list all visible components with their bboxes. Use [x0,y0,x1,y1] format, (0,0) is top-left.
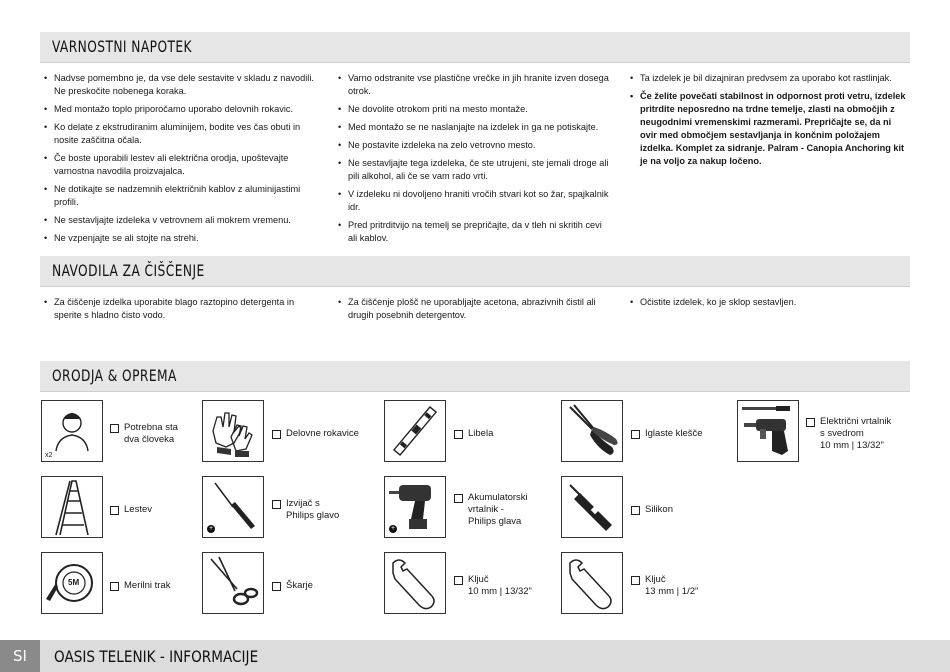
tool-label-ladder: Lestev [110,504,152,516]
tool-label-screwdriver: Izvijač s Philips glavo [272,498,339,522]
tool-image-person [41,400,103,462]
wrench-icon [385,553,445,613]
checkbox[interactable] [110,506,119,515]
list-item: • Očistite izdelek, ko je sklop sestavljen. [628,296,898,309]
plus-icon: + [390,525,396,532]
gloves-icon [203,401,263,461]
wrench-icon [562,553,622,613]
list-item: • Ko delate z ekstrudiranim aluminijem, bodite ves čas obuti in nosite zaščitna očala. [42,121,322,147]
checkbox[interactable] [631,430,640,439]
list-item: • Ne sestavljajte tega izdeleka, če ste utrujeni, ste jemali droge ali pili alkohol, ali če se vam rado vrti. [336,157,611,183]
footer [0,640,950,672]
tool-label-wrench-13: Ključ 13 mm | 1/2" [631,574,698,598]
safety-col-1 [42,72,322,250]
checkbox[interactable] [272,582,281,591]
spirit-level-icon [385,401,445,461]
list-item: • Ne vzpenjajte se ali stojte na strehi. [42,232,322,245]
checkbox[interactable] [454,430,463,439]
language-badge: SI [0,640,40,672]
list-item: • Če boste uporabili lestev ali električna orodja, upoštevajte varnostna navodila proizvajalca. [42,152,322,178]
cleaning-col-1 [42,296,302,327]
tools-header [40,361,910,392]
list-item: • Ta izdelek je bil dizajniran predvsem za uporabo kot rastlinjak. [628,72,910,85]
list-item: • Ne postavite izdeleka na zelo vetrovno mesto. [336,139,611,152]
checkbox[interactable] [806,418,815,427]
checkbox[interactable] [110,582,119,591]
checkbox[interactable] [110,424,119,433]
safety-title: VARNOSTNI NAPOTEK [52,37,192,56]
ladder-icon [42,477,102,537]
tool-image-drill [737,400,799,462]
tool-image-wrench-10 [384,552,446,614]
tool-image-tape [41,552,103,614]
tool-label-people: Potrebna sta dva človeka [110,422,178,446]
list-item: • Za čiščenje plošč ne uporabljajte acetona, abrazivnih čistil ali drugih posebnih detergentov. [336,296,606,322]
tool-label-pliers: Iglaste klešče [631,428,703,440]
tape-measure-label: 5M [68,578,80,587]
list-item: • Če želite povečati stabilnost in odpornost proti vetru, izdelek pritrdite neposredno na trdne temelje, zlasti na območjih z neugodnimi vremenskimi razmerami. Prepričajte se, da ni ovir med območjem sestavljanja in končnim položajem izdelka. Komplet za sidranje. Palram - Canopia Anchoring kit je na voljo za nakup ločeno. [628,90,910,168]
plus-icon: + [208,525,214,532]
list-item: • Nadvse pomembno je, da vse dele sestavite v skladu z navodili. Ne preskočite nobenega koraka. [42,72,322,98]
list-item: • Ne dotikajte se nadzemnih električnih kablov z aluminijastimi profili. [42,183,322,209]
tool-label-tape: Merilni trak [110,580,170,592]
safety-header [40,32,910,63]
list-item: • Pred pritrditvijo na temelj se prepričajte, da v tleh ni skritih cevi ali kablov. [336,219,611,245]
checkbox[interactable] [272,500,281,509]
tools-title: ORODJA & OPREMA [52,366,177,385]
cleaning-col-2 [336,296,606,327]
tool-label-wrench-10: Ključ 10 mm | 13/32" [454,574,532,598]
checkbox[interactable] [272,430,281,439]
tool-image-silicone [561,476,623,538]
cleaning-col-3 [628,296,898,314]
list-item: • Za čiščenje izdelka uporabite blago raztopino detergenta in sperite s hladno čisto vodo. [42,296,302,322]
tool-label-silicone: Silikon [631,504,673,516]
list-item: • V izdeleku ni dovoljeno hraniti vročih stvari kot so žar, spajkalnik idr. [336,188,611,214]
list-item: • Med montažo toplo priporočamo uporabo delovnih rokavic. [42,103,322,116]
tool-label-gloves: Delovne rokavice [272,428,359,440]
tool-label-scissors: Škarje [272,580,313,592]
tool-image-level [384,400,446,462]
tool-label-drill: Električni vrtalnik s svedrom 10 mm | 13/32" [806,416,891,452]
scissors-icon [203,553,263,613]
safety-col-2 [336,72,611,250]
list-item: • Med montažo se ne naslanjajte na izdelek in ga ne potiskajte. [336,121,611,134]
tool-label-cordless-drill: Akumulatorski vrtalnik - Philips glava [454,492,528,528]
list-item: • Ne dovolite otrokom priti na mesto montaže. [336,103,611,116]
pliers-icon [562,401,622,461]
tool-image-pliers [561,400,623,462]
tool-image-gloves [202,400,264,462]
tool-image-screwdriver [202,476,264,538]
list-item: • Varno odstranite vse plastične vrečke in jih hranite izven dosega otrok. [336,72,611,98]
cleaning-header [40,256,910,287]
checkbox[interactable] [454,576,463,585]
tool-label-level: Libela [454,428,493,440]
checkbox[interactable] [454,494,463,503]
drill-icon [738,401,798,461]
tool-image-wrench-13 [561,552,623,614]
list-item: • Ne sestavljajte izdeleka v vetrovnem ali mokrem vremenu. [42,214,322,227]
safety-col-3 [628,72,910,173]
checkbox[interactable] [631,506,640,515]
tool-image-ladder [41,476,103,538]
footer-title: OASIS TELENIK - INFORMACIJE [54,647,259,666]
checkbox[interactable] [631,576,640,585]
silicone-icon [562,477,622,537]
cleaning-title: NAVODILA ZA ČIŠČENJE [52,261,205,280]
tool-image-cordless-drill [384,476,446,538]
person-quantity: x2 [45,452,53,459]
tool-image-scissors [202,552,264,614]
